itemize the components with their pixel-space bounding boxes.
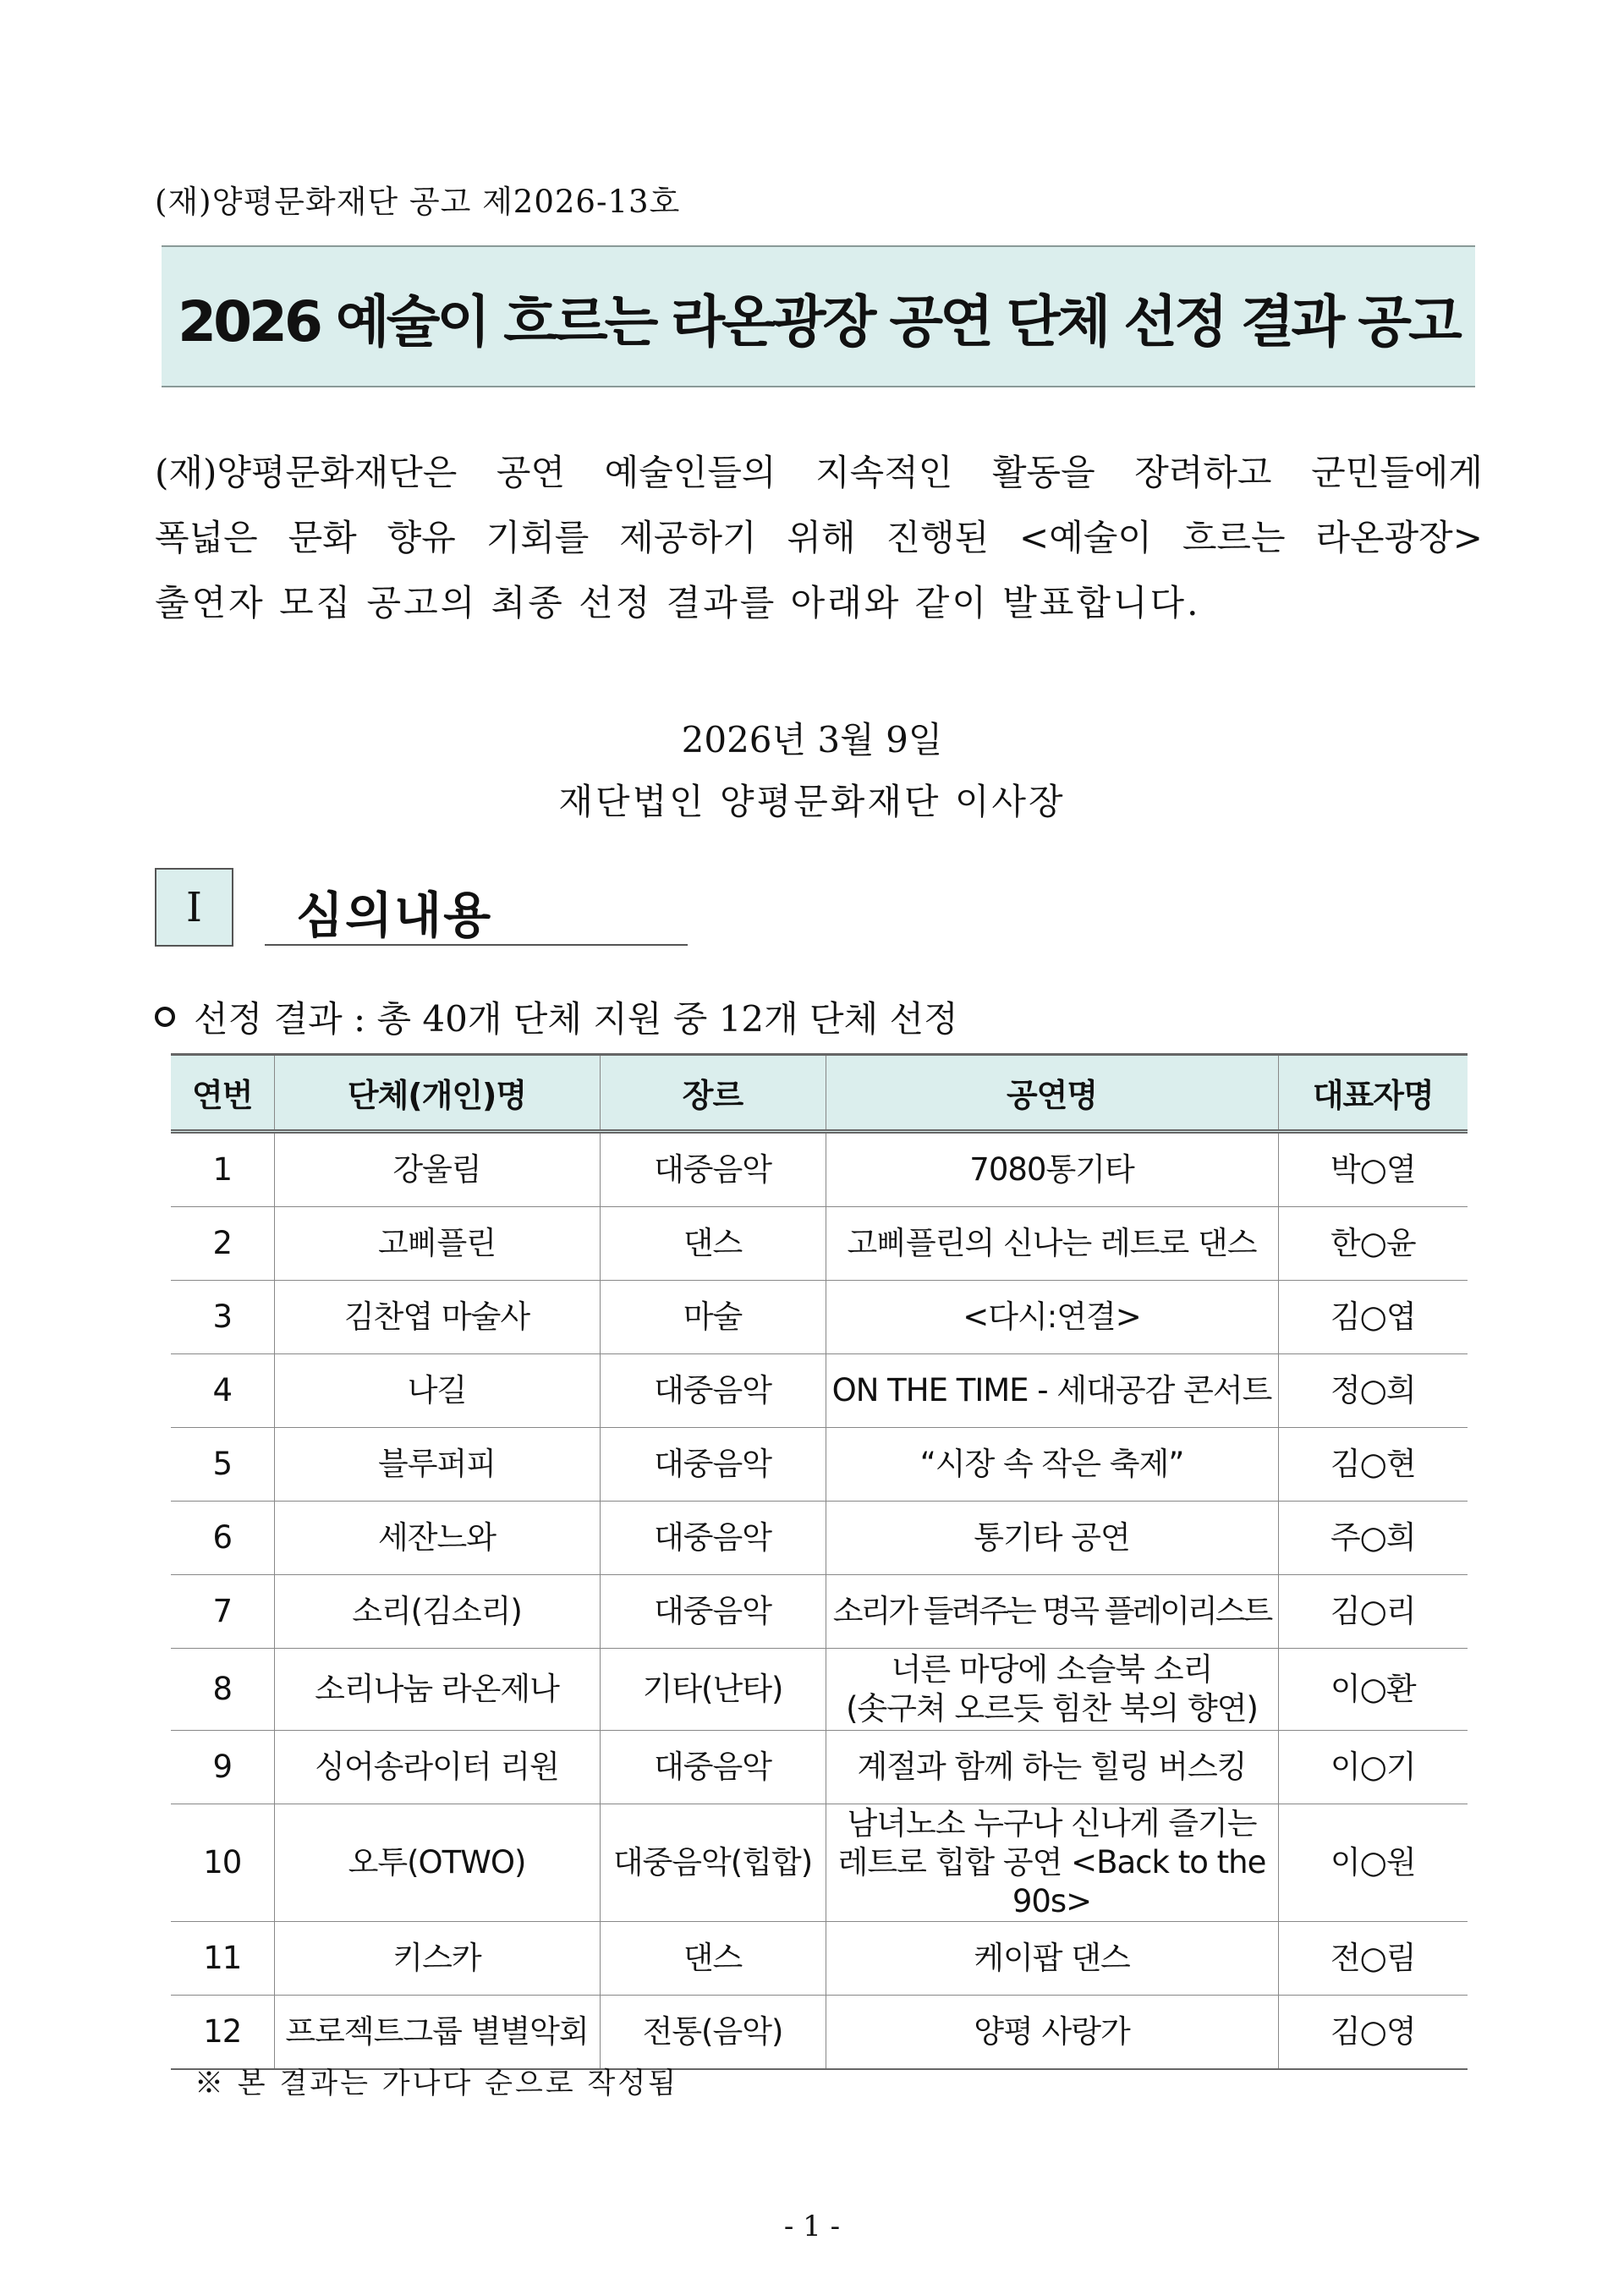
cell-line: 너른 마당에 소슬북 소리 [891, 1651, 1213, 1688]
cell-line: 레트로 힙합 공연 <Back to the 90s> [837, 1844, 1266, 1919]
cell-group-name: 강울림 [274, 1132, 600, 1207]
cell-performance-title: 양평 사랑가 [826, 1996, 1278, 2070]
cell-genre: 대중음악(힙합) [600, 1804, 826, 1922]
intro-word: 흐르는 [1182, 517, 1286, 558]
header-genre: 장르 [600, 1055, 826, 1132]
cell-no: 2 [171, 1207, 274, 1281]
cell-genre: 댄스 [600, 1207, 826, 1281]
cell-performance-title: ON THE TIME - 세대공감 콘서트 [826, 1354, 1278, 1428]
intro-paragraph [155, 440, 1483, 635]
intro-word: 장려하고 [1134, 452, 1272, 493]
cell-group-name: 블루퍼피 [274, 1428, 600, 1502]
table-row [171, 1354, 1468, 1428]
intro-word: 기회를 [486, 517, 590, 558]
cell-representative: 김○영 [1278, 1996, 1468, 2070]
intro-word: 군민들에게 [1311, 452, 1483, 493]
cell-genre: 댄스 [600, 1922, 826, 1996]
intro-word: 라온광장> [1315, 517, 1483, 558]
cell-performance-title [826, 1804, 1278, 1922]
table-note: ※ 본 결과는 가나다 순으로 작성됨 [195, 2067, 679, 2100]
cell-representative: 이○기 [1278, 1731, 1468, 1804]
cell-no: 10 [171, 1804, 274, 1922]
section-title: 심의내용 [296, 887, 493, 944]
cell-group-name: 프로젝트그룹 별별악회 [274, 1996, 600, 2070]
header-no: 연번 [171, 1055, 274, 1132]
cell-performance-title: <다시:연결> [826, 1281, 1278, 1354]
cell-no: 9 [171, 1731, 274, 1804]
table-row [171, 1731, 1468, 1804]
cell-no: 3 [171, 1281, 274, 1354]
intro-line-1 [155, 440, 1483, 505]
cell-representative: 전○림 [1278, 1922, 1468, 1996]
cell-genre: 기타(난타) [600, 1649, 826, 1731]
cell-line: 남녀노소 누구나 신나게 즐기는 [847, 1805, 1257, 1842]
cell-genre: 대중음악 [600, 1731, 826, 1804]
cell-performance-title: 7080통기타 [826, 1132, 1278, 1207]
cell-group-name: 오투(OTWO) [274, 1804, 600, 1922]
cell-genre: 대중음악 [600, 1428, 826, 1502]
cell-representative: 한○윤 [1278, 1207, 1468, 1281]
cell-performance-title: 통기타 공연 [826, 1502, 1278, 1575]
intro-word: 활동을 [991, 452, 1095, 493]
announcement-date: 2026년 3월 9일 [681, 719, 943, 760]
intro-word: <예술이 [1019, 517, 1152, 558]
section-underline [265, 944, 688, 946]
cell-group-name: 키스카 [274, 1922, 600, 1996]
cell-no: 6 [171, 1502, 274, 1575]
cell-performance-title: “시장 속 작은 축제” [826, 1428, 1278, 1502]
cell-representative: 김○리 [1278, 1575, 1468, 1649]
page-number: - 1 - [783, 2210, 841, 2243]
cell-group-name: 나길 [274, 1354, 600, 1428]
section-number: Ⅰ [155, 868, 233, 947]
intro-word: 예술인들의 [604, 452, 776, 493]
intro-word: 공연 [496, 452, 566, 493]
cell-no: 4 [171, 1354, 274, 1428]
cell-representative: 주○희 [1278, 1502, 1468, 1575]
cell-no: 5 [171, 1428, 274, 1502]
cell-genre: 대중음악 [600, 1502, 826, 1575]
cell-group-name: 김찬엽 마술사 [274, 1281, 600, 1354]
intro-word: 문화 [288, 517, 357, 558]
intro-word: (재)양평문화재단은 [155, 452, 458, 493]
selection-summary [155, 991, 958, 1042]
intro-word: 위해 [787, 517, 856, 558]
cell-group-name: 싱어송라이터 리원 [274, 1731, 600, 1804]
table-row [171, 1428, 1468, 1502]
cell-group-name: 고삐플린 [274, 1207, 600, 1281]
intro-word: 제공하기 [619, 517, 757, 558]
summary-text: 선정 결과 : 총 40개 단체 지원 중 12개 단체 선정 [194, 998, 958, 1040]
cell-no: 12 [171, 1996, 274, 2070]
table-row [171, 1922, 1468, 1996]
intro-line-2 [155, 505, 1483, 570]
intro-word: 진행된 [886, 517, 990, 558]
cell-genre: 대중음악 [600, 1575, 826, 1649]
cell-no: 1 [171, 1132, 274, 1207]
cell-no: 11 [171, 1922, 274, 1996]
title-banner [162, 245, 1475, 387]
header-representative: 대표자명 [1278, 1055, 1468, 1132]
cell-no: 7 [171, 1575, 274, 1649]
cell-representative: 박○열 [1278, 1132, 1468, 1207]
table-row [171, 1804, 1468, 1922]
cell-no: 8 [171, 1649, 274, 1731]
cell-representative: 김○엽 [1278, 1281, 1468, 1354]
cell-group-name: 소리(김소리) [274, 1575, 600, 1649]
cell-representative: 김○현 [1278, 1428, 1468, 1502]
cell-performance-title: 케이팝 댄스 [826, 1922, 1278, 1996]
cell-genre: 대중음악 [600, 1354, 826, 1428]
cell-genre: 전통(음악) [600, 1996, 826, 2070]
table-row [171, 1132, 1468, 1207]
cell-group-name: 소리나눔 라온제나 [274, 1649, 600, 1731]
table-row [171, 1575, 1468, 1649]
cell-representative: 이○원 [1278, 1804, 1468, 1922]
notice-number: (재)양평문화재단 공고 제2026-13호 [155, 184, 681, 220]
cell-performance-title [826, 1649, 1278, 1731]
cell-representative: 이○환 [1278, 1649, 1468, 1731]
cell-performance-title: 소리가 들려주는 명곡 플레이리스트 [826, 1575, 1278, 1649]
table-row [171, 1649, 1468, 1731]
results-table [171, 1053, 1468, 2070]
cell-genre: 대중음악 [600, 1132, 826, 1207]
table-header-row [171, 1055, 1468, 1132]
cell-representative: 정○희 [1278, 1354, 1468, 1428]
circle-bullet-icon [155, 1007, 175, 1027]
intro-line-3: 출연자 모집 공고의 최종 선정 결과를 아래와 같이 발표합니다. [155, 582, 1201, 623]
cell-group-name: 세잔느와 [274, 1502, 600, 1575]
table-row [171, 1207, 1468, 1281]
table-row [171, 1281, 1468, 1354]
cell-performance-title: 고삐플린의 신나는 레트로 댄스 [826, 1207, 1278, 1281]
intro-word: 지속적인 [815, 452, 953, 493]
intro-word: 향유 [387, 517, 456, 558]
document-title: 2026 예술이 흐르는 라온광장 공연 단체 선정 결과 공고 [178, 288, 1459, 354]
table-row [171, 1996, 1468, 2070]
intro-word: 폭넓은 [155, 517, 258, 558]
cell-genre: 마술 [600, 1281, 826, 1354]
cell-performance-title: 계절과 함께 하는 힐링 버스킹 [826, 1731, 1278, 1804]
cell-line: (솟구쳐 오르듯 힘찬 북의 향연) [846, 1690, 1258, 1727]
header-performance-title: 공연명 [826, 1055, 1278, 1132]
header-group-name: 단체(개인)명 [274, 1055, 600, 1132]
issuer: 재단법인 양평문화재단 이사장 [558, 781, 1066, 822]
table-row [171, 1502, 1468, 1575]
